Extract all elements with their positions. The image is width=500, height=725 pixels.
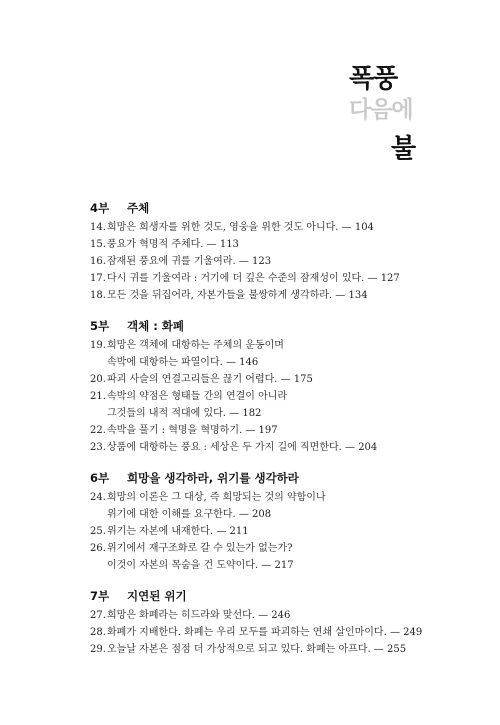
part-title: 희망을 생각하라, 위기를 생각하라	[127, 471, 299, 485]
part-number: 7부	[90, 589, 110, 603]
entry-text: 오늘날 자본은 점점 더 가상적으로 되고 있다. 화폐는 아프다. — 255	[107, 644, 407, 655]
entry-number: 22.	[90, 425, 106, 436]
toc-entry	[90, 523, 420, 540]
part-title: 객체 : 화폐	[127, 319, 185, 333]
entry-number: 19.	[90, 340, 106, 351]
entry-number: 24.	[90, 492, 106, 503]
part-number: 6부	[90, 471, 110, 485]
entry-number: 29.	[90, 644, 106, 655]
toc-section	[90, 588, 423, 658]
entry-number: 26.	[90, 543, 106, 554]
entry-text: 다시 귀를 기울여라 : 거기에 더 깊은 수준의 잠재성이 있다. — 127	[107, 273, 400, 284]
toc-entry	[90, 540, 420, 574]
part-number: 4부	[90, 201, 110, 215]
entry-text-continued: 위기에 대한 이해를 요구한다. — 208	[107, 509, 272, 520]
entry-text: 희망은 객체에 대항하는 주체의 운동이며	[107, 340, 284, 351]
toc-entry	[90, 337, 420, 371]
entry-text-continued: 이것이 자본의 목숨을 건 도약이다. — 217	[107, 560, 294, 571]
entry-number: 25.	[90, 526, 106, 537]
toc-entry	[90, 422, 420, 439]
toc-entry	[90, 624, 423, 641]
entry-text: 화폐가 지배한다. 화폐는 우리 모두를 파괴하는 연쇄 살인마이다. — 249	[107, 627, 423, 638]
entry-text: 위기는 자본에 내재한다. — 211	[107, 526, 249, 537]
toc-entry	[90, 253, 420, 270]
part-number: 5부	[90, 319, 110, 333]
entry-text: 속박의 약점은 형태들 간의 연결이 아니라	[107, 391, 288, 402]
entry-number: 18.	[90, 290, 106, 301]
entry-text-continued: 속박에 대항하는 파열이다. — 146	[107, 357, 259, 368]
section-heading	[90, 200, 420, 217]
section-heading	[90, 588, 420, 605]
entry-text: 잠재된 풍요에 귀를 기울여라. — 123	[107, 256, 272, 267]
entry-text: 희망은 희생자를 위한 것도, 영웅을 위한 것도 아니다. — 104	[107, 222, 374, 233]
section-heading	[90, 470, 420, 487]
title-line-2: 다음에	[349, 97, 413, 123]
toc-entry	[90, 236, 420, 253]
table-of-contents	[90, 200, 423, 672]
entry-text: 풍요가 혁명적 주체다. — 113	[107, 239, 239, 250]
toc-entry	[90, 489, 420, 523]
toc-entry	[90, 287, 420, 304]
entry-text: 속박을 풀기 : 혁명을 혁명하기. — 197	[107, 425, 278, 436]
entry-number: 17.	[90, 273, 106, 284]
entry-number: 28.	[90, 627, 106, 638]
section-heading	[90, 318, 420, 335]
toc-entry	[90, 439, 420, 456]
toc-entry	[90, 388, 420, 422]
toc-section	[90, 318, 420, 456]
entry-text: 모든 것을 뒤집어라, 자본가들을 불쌍하게 생각하라. — 134	[107, 290, 368, 301]
entry-number: 21.	[90, 391, 106, 402]
entry-text: 희망은 화폐라는 히드라와 맞선다. — 246	[107, 610, 291, 621]
entry-text-continued: 그것들의 내적 적대에 있다. — 182	[107, 408, 262, 419]
toc-section	[90, 200, 420, 304]
entry-number: 27.	[90, 610, 106, 621]
entry-text: 위기에서 재구조화로 갈 수 있는가 없는가?	[107, 543, 293, 554]
entry-number: 14.	[90, 222, 106, 233]
part-title: 주체	[127, 201, 150, 215]
title-line-3: 불	[391, 134, 417, 164]
title-line-1: 폭풍	[349, 64, 398, 94]
entry-number: 23.	[90, 442, 106, 453]
entry-number: 16.	[90, 256, 106, 267]
part-title: 지연된 위기	[127, 589, 187, 603]
toc-entry	[90, 607, 420, 624]
toc-entry	[90, 270, 420, 287]
entry-number: 15.	[90, 239, 106, 250]
toc-entry	[90, 371, 420, 388]
toc-entry	[90, 219, 420, 236]
toc-entry	[90, 641, 420, 658]
entry-text: 희망의 이론은 그 대상, 즉 희망되는 것의 약함이나	[107, 492, 326, 503]
book-title-logo	[349, 66, 439, 166]
entry-text: 파괴 사슬의 연결고리들은 끊기 어렵다. — 175	[107, 374, 313, 385]
toc-section	[90, 470, 420, 574]
entry-number: 20.	[90, 374, 106, 385]
entry-text: 상품에 대항하는 풍요 : 세상은 두 가지 길에 직면한다. — 204	[107, 442, 378, 453]
